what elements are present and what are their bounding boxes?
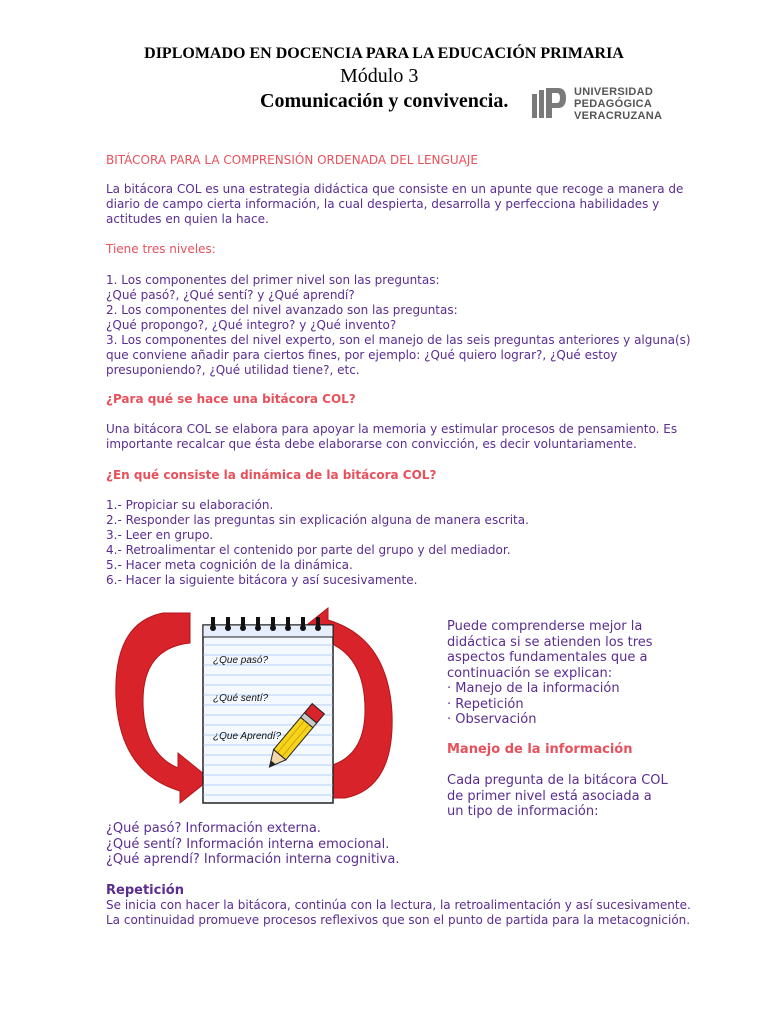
notepad-question-2: ¿Qué sentí?	[213, 693, 269, 704]
info-heading: Manejo de la información	[447, 742, 633, 757]
logo-text: UNIVERSIDAD PEDAGÓGICA VERACRUZANA	[574, 86, 663, 122]
module-number: Módulo 3	[340, 65, 419, 87]
repetition-paragraph: Se inicia con hacer la bitácora, continúa con la lectura, la retroalimentación y así sucesivamente. La continuidad promueve procesos reflexivos que son el punto de partida para la metacognición.	[106, 898, 691, 927]
diploma-title: DIPLOMADO EN DOCENCIA PARA LA EDUCACIÓN PRIMARIA	[144, 45, 624, 62]
notepad-question-1: ¿Que pasó?	[213, 655, 269, 666]
bitacora-illustration	[108, 603, 400, 808]
module-title: Comunicación y convivencia.	[260, 90, 509, 112]
intro-paragraph: La bitácora COL es una estrategia didáctica que consiste en un apunte que recoge a manera de diario de campo cierta información, la cual despierta, desarrolla y perfecciona habilidades y actitudes en quien la hace.	[106, 182, 684, 226]
info-types-list: ¿Qué pasó? Información externa. ¿Qué sentí? Información interna emocional. ¿Qué aprendí? Información interna cognitiva.	[106, 821, 400, 867]
levels-list: 1. Los componentes del primer nivel son las preguntas: ¿Qué pasó?, ¿Qué sentí? y ¿Qué aprendí? 2. Los componentes del nivel avanzado son las preguntas: ¿Qué propongo?, ¿Qué integro? y ¿Qué invento? 3. Los componentes del nivel experto, son el manejo de las seis preguntas anteriores y alguna(s) que conviene añadir para ciertos fines, por ejemplo: ¿Qué quiero lograr?, ¿Qué estoy presuponiendo?, ¿Qué utilidad tiene?, etc.	[106, 273, 691, 377]
purpose-paragraph: Una bitácora COL se elabora para apoyar la memoria y estimular procesos de pensamiento. Es importante recalcar que ésta debe elaborarse con convicción, es decir voluntariamente.	[106, 422, 678, 451]
notepad-question-3: ¿Que Aprendí?	[213, 731, 282, 742]
dynamics-list: 1.- Propiciar su elaboración. 2.- Responder las preguntas sin explicación alguna de manera escrita. 3.- Leer en grupo. 4.- Retroalimentar el contenido por parte del grupo y del mediador. 5.- Hacer meta cognición de la dinámica. 6.- Hacer la siguiente bitácora y así sucesivamente.	[106, 498, 529, 587]
info-paragraph: Cada pregunta de la bitácora COL de primer nivel está asociada a un tipo de información:	[447, 773, 668, 819]
section-title: BITÁCORA PARA LA COMPRENSIÓN ORDENADA DEL LENGUAJE	[106, 153, 478, 167]
repetition-title: Repetición	[106, 883, 184, 898]
dynamics-title: ¿En qué consiste la dinámica de la bitácora COL?	[106, 468, 437, 482]
purpose-title: ¿Para qué se hace una bitácora COL?	[106, 392, 356, 406]
side-paragraph: Puede comprenderse mejor la didáctica si se atienden los tres aspectos fundamentales que a continuación se explican: · Manejo de la información · Repetición · Observación	[447, 619, 653, 727]
cycle-arrow-left-icon	[116, 613, 210, 803]
levels-title: Tiene tres niveles:	[106, 242, 216, 256]
